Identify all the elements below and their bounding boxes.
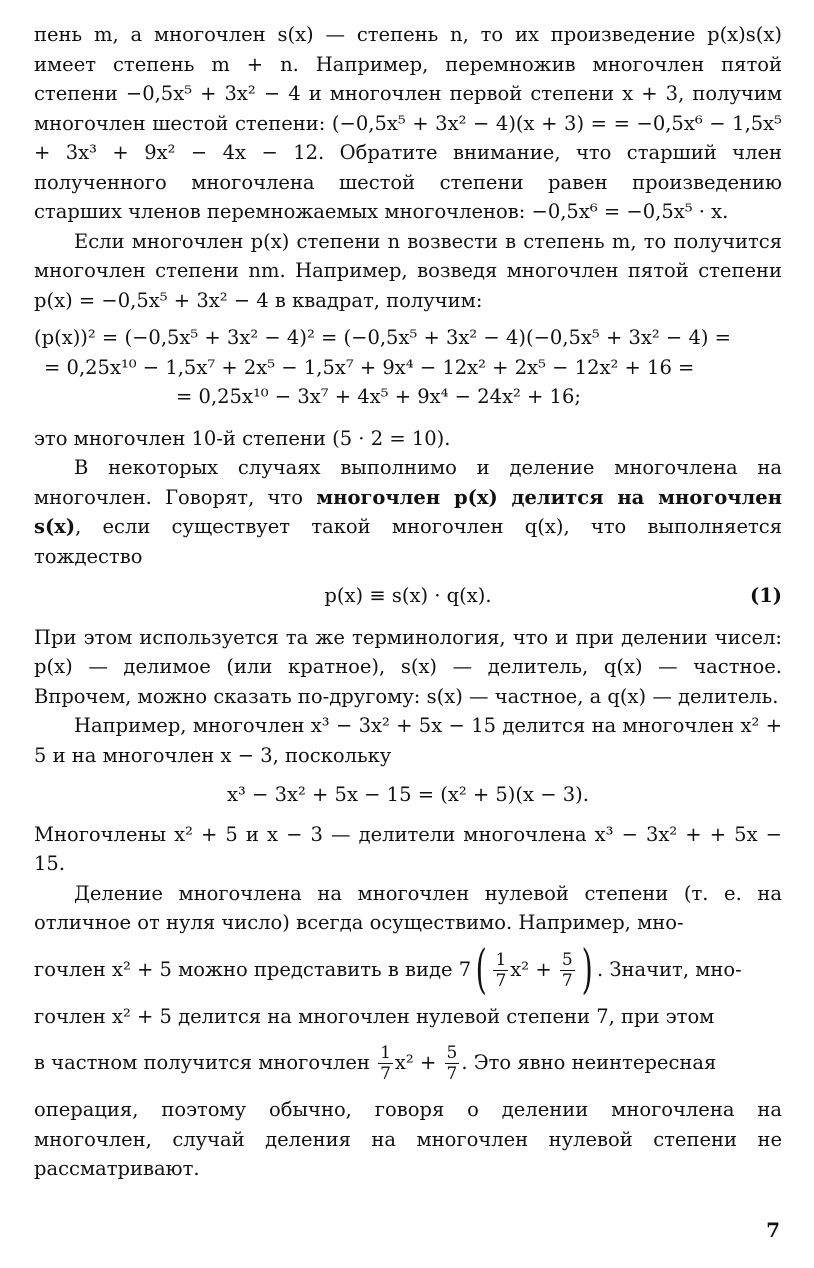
paragraph-degree-10: это многочлен 10-й степени (5 · 2 = 10). bbox=[34, 426, 451, 450]
fraction: $\frac{5}{7}$ bbox=[561, 949, 573, 991]
equation-number: (1) bbox=[749, 584, 782, 607]
paragraph-division-definition: В некоторых случаях выполнимо и деление многочлена на многочлен. Говорят, что многочлен p(x) делится на многочлен s(x), если существует такой многочлен q(x), что выполняется тождество bbox=[34, 456, 782, 568]
equation-factorization: x³ − 3x² + 5x − 15 = (x² + 5)(x − 3). bbox=[227, 783, 589, 806]
fraction-line-1: гочлен x² + 5 можно представить в виде 7( $\frac{1}{7}$ x² + $\frac{5}{7}$ ) . Значит, мно- bbox=[34, 940, 742, 1000]
equation-line: = 0,25x¹⁰ − 1,5x⁷ + 2x⁵ − 1,5x⁷ + 9x⁴ − 12x² + 2x⁵ − 12x² + 16 = bbox=[44, 355, 695, 379]
fraction: $\frac{1}{7}$ bbox=[495, 949, 507, 991]
paragraph-terminology: При этом используется та же терминология, что и при делении чисел: p(x) — делимое (или кратное), s(x) — делитель, q(x) — частное. Впрочем, можно сказать по-другому: s(x) — частное, а q(x) — делитель. bbox=[34, 625, 782, 708]
paragraph-division-by-7: гочлен x² + 5 делится на многочлен нулевой степени 7, при этом bbox=[34, 1004, 715, 1028]
paragraph-degree-product: пень m, а многочлен s(x) — степень n, то их произведение p(x)s(x) имеет степень m + n. Например, перемножив многочлен пятой степени −0,5x⁵ + 3x² − 4 и многочлен первой степени x + 3, получим многочлен шестой степени: (−0,5x⁵ + 3x² − 4)(x + 3) = = −0,5x⁶ − 1,5x⁵ + 3x³ + 9x² − 4x − 12. Обратите внимание, что старший член полученного многочлена шестой степени равен произведению старших членов перемножаемых многочленов: −0,5x⁶ = −0,5x⁵ · x. bbox=[34, 23, 782, 223]
right-paren: ) bbox=[581, 940, 593, 1000]
page-content bbox=[34, 20, 782, 1184]
paragraph-conclusion: операция, поэтому обычно, говоря о делении многочлена на многочлен, случай деления на многочлен нулевой степени не рассматривают. bbox=[34, 1098, 782, 1180]
equation-identity: p(x) ≡ s(x) · q(x). bbox=[324, 584, 492, 607]
paragraph-power: Если многочлен p(x) степени n возвести в степень m, то получится многочлен степени nm. Например, возведя многочлен пятой степени p(x) = −0,5x⁵ + 3x² − 4 в квадрат, получим: bbox=[34, 229, 782, 312]
fraction: $\frac{1}{7}$ bbox=[380, 1043, 391, 1084]
definition-term: многочлен p(x) делится на многочлен s(x) bbox=[34, 485, 782, 538]
left-paren: ( bbox=[475, 940, 487, 1000]
paragraph-example: Например, многочлен x³ − 3x² + 5x − 15 делится на многочлен x² + 5 и на многочлен x − 3, поскольку bbox=[34, 714, 782, 767]
equation-square bbox=[34, 323, 782, 412]
equation-line: = 0,25x¹⁰ − 3x⁷ + 4x⁵ + 9x⁴ − 24x² + 16; bbox=[176, 385, 581, 408]
equation-1 bbox=[34, 581, 782, 611]
fraction-line-2: в частном получится многочлен $\frac{1}{7}$ x² + $\frac{5}{7}$ . Это явно неинтересная bbox=[34, 1043, 717, 1084]
paragraph-zero-degree: Деление многочлена на многочлен нулевой степени (т. е. на отличное от нуля число) всегда осуществимо. Например, мно- bbox=[34, 881, 782, 934]
fraction: $\frac{5}{7}$ bbox=[446, 1043, 458, 1084]
page-number: 7 bbox=[766, 1218, 780, 1242]
paragraph-divisors: Многочлены x² + 5 и x − 3 — делители многочлена x³ − 3x² + + 5x − 15. bbox=[34, 822, 782, 875]
equation-line: (p(x))² = (−0,5x⁵ + 3x² − 4)² = (−0,5x⁵ + 3x² − 4)(−0,5x⁵ + 3x² − 4) = bbox=[34, 326, 731, 349]
